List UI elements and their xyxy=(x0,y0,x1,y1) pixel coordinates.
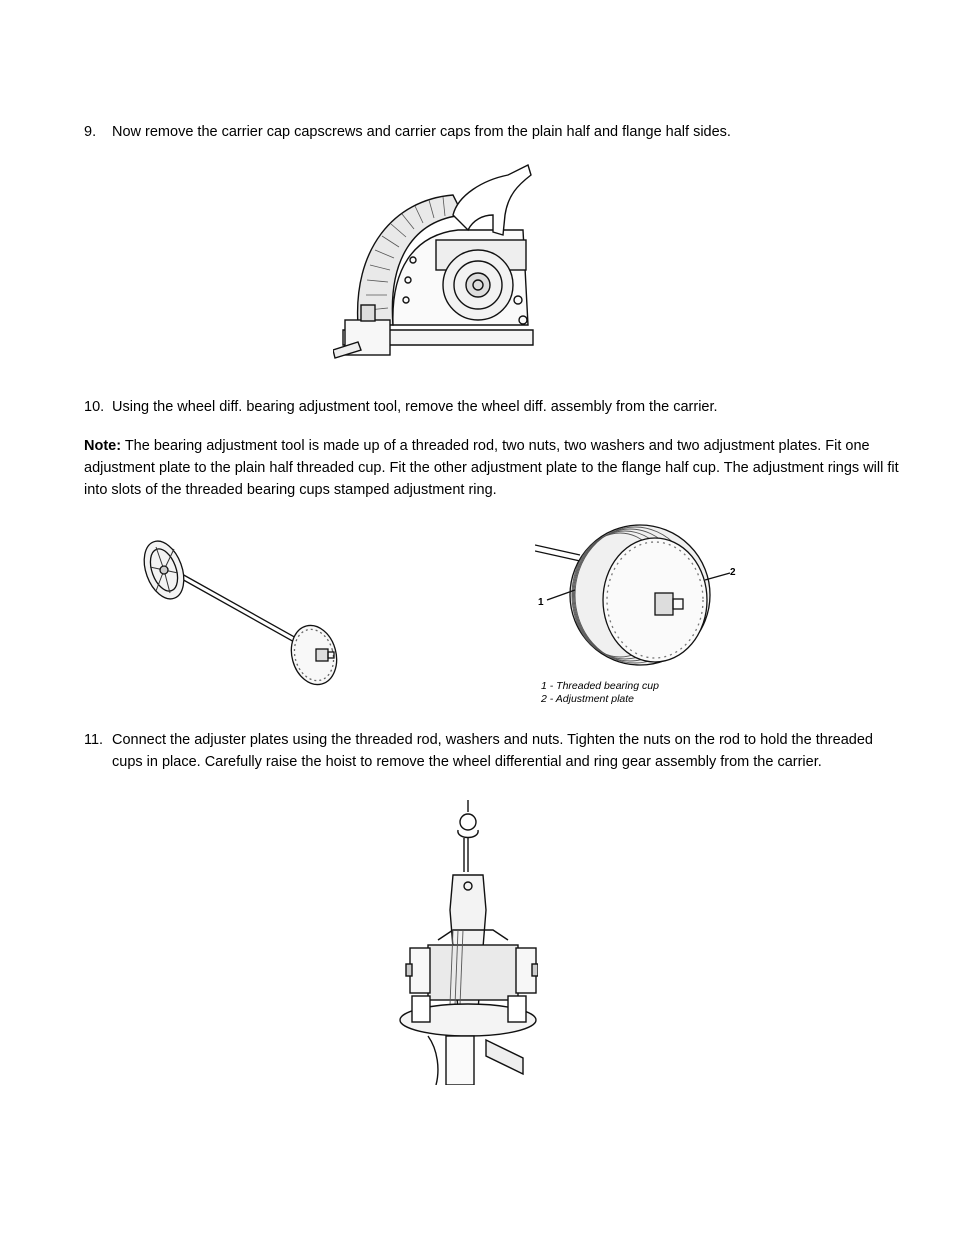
caption-line-1: 1 - Threaded bearing cup xyxy=(541,680,659,692)
note-paragraph xyxy=(84,435,904,501)
callout-2: 2 xyxy=(730,567,736,578)
callout-1: 1 xyxy=(538,597,544,608)
adjustment-tool-illustration xyxy=(136,535,346,690)
carrier-cap-removal-illustration xyxy=(333,160,543,360)
step-9 xyxy=(84,121,904,143)
caption-line-2: 2 - Adjustment plate xyxy=(541,693,634,705)
bearing-cup-illustration xyxy=(535,515,740,675)
step-10 xyxy=(84,396,904,418)
step-number: 11. xyxy=(84,732,104,748)
note-label: Note: xyxy=(84,438,122,454)
step-text: Connect the adjuster plates using the threaded rod, washers and nuts. Tighten the nuts on the rod to hold the threaded cups in place. Carefully raise the hoist to remove the wheel differential and ring gear assembly from the carrier. xyxy=(112,732,873,770)
step-text: Now remove the carrier cap capscrews and carrier caps from the plain half and flange half sides. xyxy=(112,124,731,140)
step-11 xyxy=(84,729,904,773)
step-number: 9. xyxy=(84,124,97,140)
hoist-lifting-illustration xyxy=(398,800,538,1085)
note-text: The bearing adjustment tool is made up of a threaded rod, two nuts, two washers and two adjustment plates. Fit one adjustment plate to the plain half threaded cup. Fit the other adjustment plate to the flange half cup. The adjustment rings will fit into slots of the threaded bearing cups stamped adjustment ring. xyxy=(84,438,899,498)
step-number: 10. xyxy=(84,399,105,415)
step-text: Using the wheel diff. bearing adjustment tool, remove the wheel diff. assembly from the carrier. xyxy=(112,399,718,415)
figure-caption xyxy=(541,680,659,706)
